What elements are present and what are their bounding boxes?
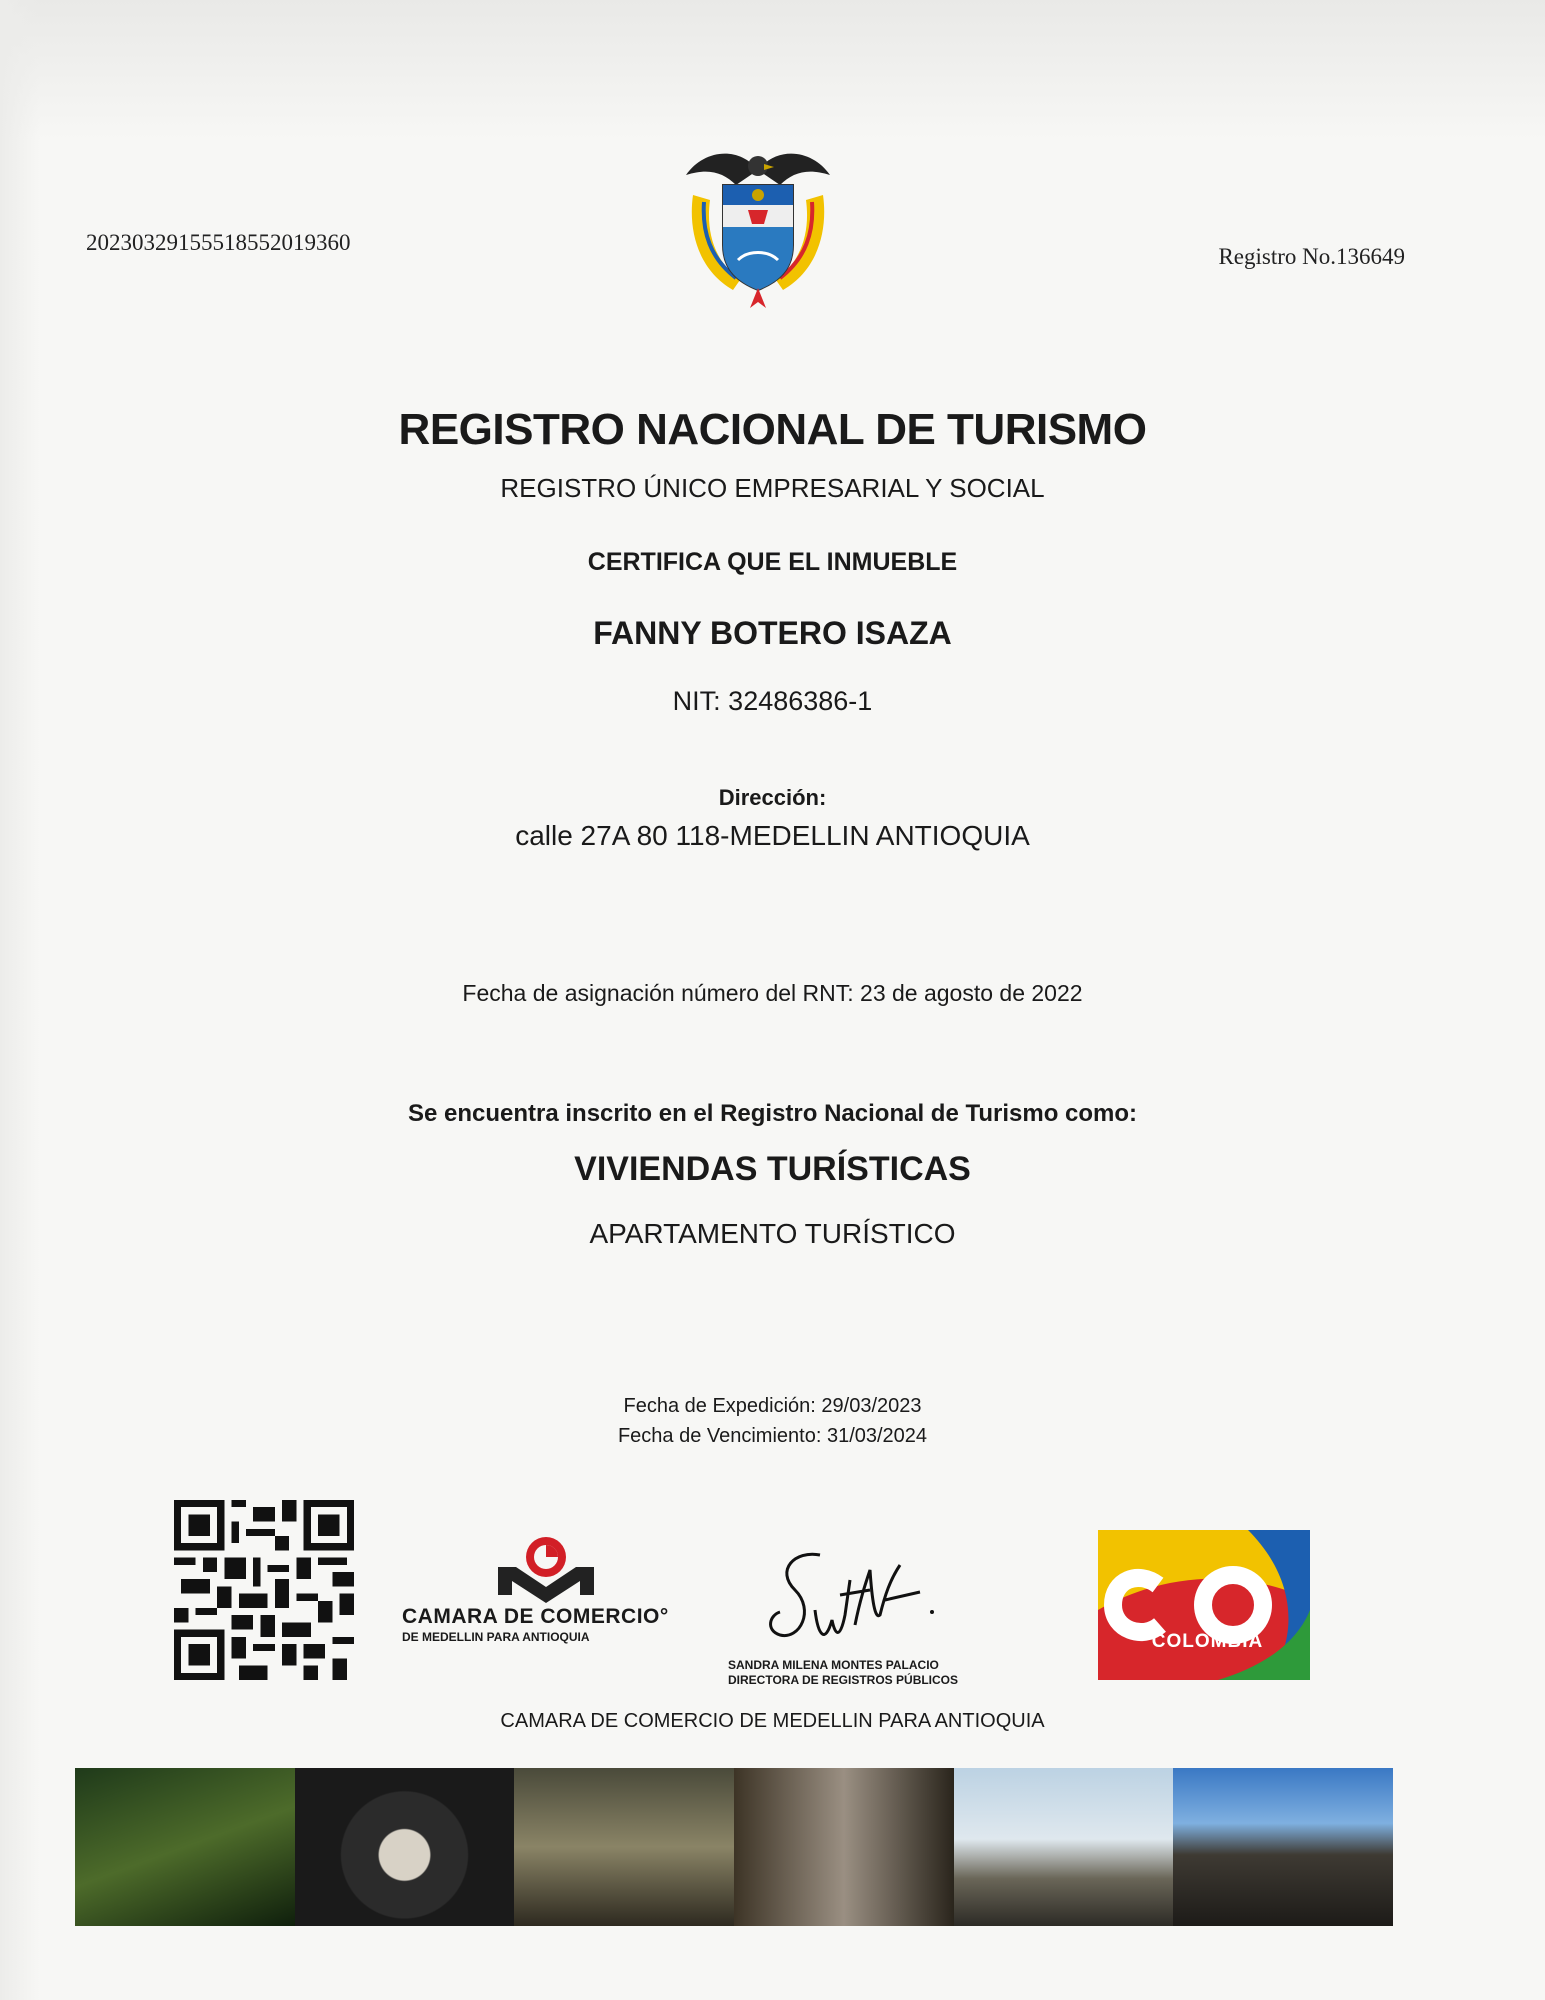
photo-cathedral — [954, 1768, 1174, 1926]
fecha-vencimiento: Fecha de Vencimiento: 31/03/2024 — [617, 1425, 928, 1447]
scan-shadow — [0, 0, 1545, 140]
signer-title: DIRECTORA DE REGISTROS PÚBLICOS — [728, 1673, 959, 1687]
photo-bird — [295, 1768, 515, 1926]
owner-name: FANNY BOTERO ISAZA — [593, 615, 952, 651]
coat-of-arms-icon — [678, 140, 838, 310]
photo-rock-mountain — [1173, 1768, 1393, 1926]
colombia-brand-logo-icon — [1098, 1530, 1310, 1680]
signer-name: SANDRA MILENA MONTES PALACIO — [728, 1658, 939, 1672]
document-id: 20230329155518552019360 — [86, 230, 351, 255]
certifica-heading: CERTIFICA QUE EL INMUEBLE — [587, 548, 958, 576]
subtitle: REGISTRO ÚNICO EMPRESARIAL Y SOCIAL — [500, 473, 1045, 503]
registro-number: Registro No.136649 — [1218, 244, 1405, 269]
photo-jungle — [75, 1768, 295, 1926]
fecha-asignacion: Fecha de asignación número del RNT: 23 de agosto de 2022 — [462, 980, 1083, 1006]
qr-code-icon — [172, 1500, 356, 1680]
signature-icon — [760, 1540, 960, 1660]
subcategoria: APARTAMENTO TURÍSTICO — [589, 1218, 956, 1249]
photo-strip — [75, 1768, 1393, 1926]
direccion-label: Dirección: — [718, 785, 827, 810]
page-title: REGISTRO NACIONAL DE TURISMO — [398, 405, 1147, 454]
nit-value: NIT: 32486386-1 — [672, 686, 873, 716]
inscrito-text: Se encuentra inscrito en el Registro Nacional de Turismo como: — [407, 1100, 1138, 1127]
camara-footer: CAMARA DE COMERCIO DE MEDELLIN PARA ANTIOQUIA — [500, 1710, 1045, 1732]
photo-coffee-picker — [514, 1768, 734, 1926]
categoria: VIVIENDAS TURÍSTICAS — [574, 1150, 971, 1188]
photo-colonial-street — [734, 1768, 954, 1926]
colombia-logo-text: COLOMBIA — [1151, 1631, 1264, 1652]
camara-logo-line2: DE MEDELLIN PARA ANTIOQUIA — [402, 1630, 590, 1644]
direccion-value: calle 27A 80 118-MEDELLIN ANTIOQUIA — [515, 820, 1030, 851]
camara-logo-line1: CAMARA DE COMERCIO° — [402, 1605, 669, 1628]
fecha-expedicion: Fecha de Expedición: 29/03/2023 — [623, 1395, 922, 1417]
